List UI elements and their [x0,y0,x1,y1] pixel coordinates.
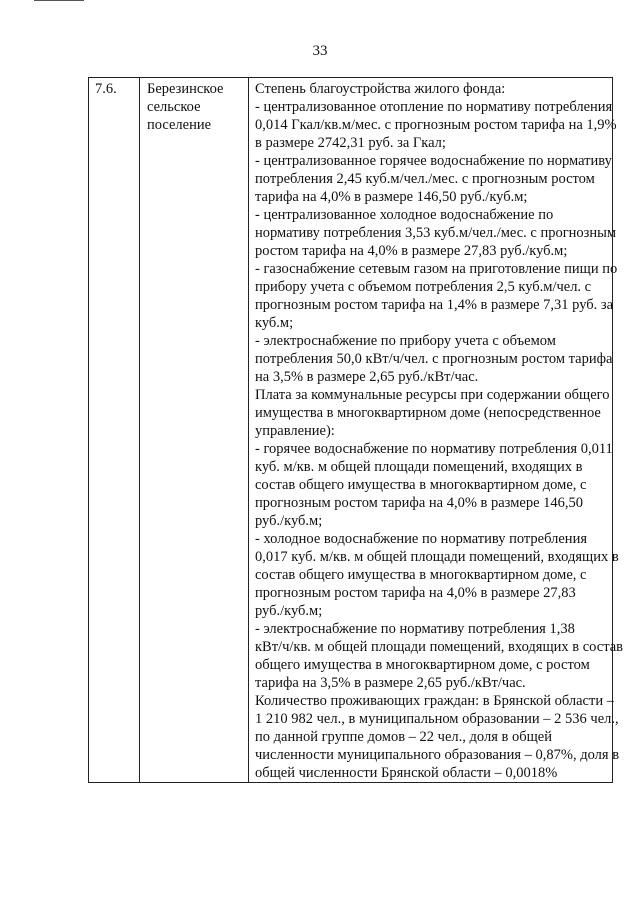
description-line: состав общего имущества в многоквартирном доме, с [255,477,587,493]
page-number: 33 [312,43,328,59]
settlement-name-cell [140,78,249,783]
description-line: по данной группе домов – 22 чел., доля в общей [255,729,552,745]
description-line: 1 210 982 чел., в муниципальном образовании – 2 536 чел., [255,711,619,727]
description-line: в размере 2742,31 руб. за Гкал; [255,135,446,151]
settlement-name-line: сельское [147,99,201,115]
description-line: ростом тарифа на 4,0% в размере 27,83 руб./куб.м; [255,243,568,259]
description-line: Количество проживающих граждан: в Брянской области – [255,693,614,709]
description-line: 0,014 Гкал/кв.м/мес. с прогнозным ростом тарифа на 1,9% [255,117,617,133]
description-line: - централизованное холодное водоснабжение по [255,207,554,223]
description-line: общей численности Брянской области – 0,0018% [255,765,558,781]
row-number-cell: 7.6. [89,78,140,783]
settlement-table [88,77,624,783]
description-line: - газоснабжение сетевым газом на приготовление пищи по [255,261,618,277]
description-line: тарифа на 4,0% в размере 146,50 руб./куб.м; [255,189,528,205]
description-line: нормативу потребления 3,53 куб.м/чел./мес. с прогнозным [255,225,617,241]
description-line: - электроснабжение по прибору учета с объемом [255,333,556,349]
description-line: прибору учета с объемом потребления 2,5 куб.м/чел. с [255,279,592,295]
description-line: потребления 2,45 куб.м/чел./мес. с прогнозным ростом [255,171,595,187]
description-line: управление): [255,423,335,439]
description-line: прогнозным ростом тарифа на 4,0% в размере 27,83 [255,585,576,601]
top-edge-line [34,0,84,1]
settlement-name-line: поселение [147,117,212,133]
description-line: численности муниципального образования – 0,87%, доля в [255,747,620,763]
description-line: кВт/ч/кв. м общей площади помещений, входящих в состав [255,639,624,655]
description-line: имущества в многоквартирном доме (непосредственное [255,405,601,421]
description-line: прогнозным ростом тарифа на 4,0% в размере 146,50 [255,495,584,511]
description-line: Степень благоустройства жилого фонда: [255,81,506,97]
description-line: - централизованное отопление по нормативу потребления [255,99,613,115]
description-line: потребления 50,0 кВт/ч/чел. с прогнозным ростом тарифа [255,351,613,367]
settlement-name-line: Березинское [147,81,224,97]
description-line: руб./куб.м; [255,603,323,619]
description-line: куб. м/кв. м общей площади помещений, входящих в [255,459,583,475]
description-line: - горячее водоснабжение по нормативу потребления 0,011 [255,441,613,457]
description-line: руб./куб.м; [255,513,323,529]
description-line: прогнозным ростом тарифа на 1,4% в размере 7,31 руб. за [255,297,614,313]
description-line: - холодное водоснабжение по нормативу потребления [255,531,587,547]
description-text [255,80,624,782]
description-line: Плата за коммунальные ресурсы при содержании общего [255,387,610,403]
table-row [89,78,613,783]
description-line: состав общего имущества в многоквартирном доме, с [255,567,587,583]
description-cell [249,78,624,783]
description-line: общего имущества в многоквартирном доме, с ростом [255,657,590,673]
description-line: тарифа на 3,5% в размере 2,65 руб./кВт/час. [255,675,526,691]
description-line: куб.м; [255,315,294,331]
description-line: - централизованное горячее водоснабжение по нормативу [255,153,612,169]
description-line: 0,017 куб. м/кв. м общей площади помещений, входящих в [255,549,619,565]
description-line: на 3,5% в размере 2,65 руб./кВт/час. [255,369,479,385]
description-line: - электроснабжение по нормативу потребления 1,38 [255,621,575,637]
